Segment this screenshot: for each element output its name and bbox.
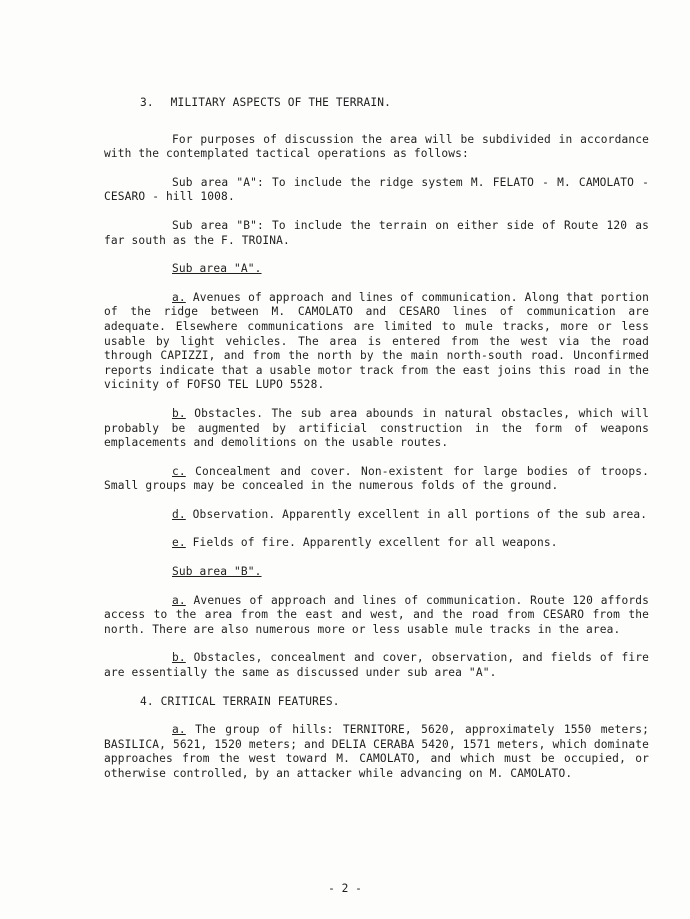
sub-area-a-item-a [104, 291, 649, 393]
section-3-title: MILITARY ASPECTS OF THE TERRAIN. [170, 96, 392, 109]
item-text: Avenues of approach and lines of communication. Along that portion of the ridge between M. CAMOLATO and CESARO lines of communication are adequate. Elsewhere communications are limited to mule tracks, more or less usable by light vehicles. The area is entered from the west via the road through CAPIZZI, and from the north by the main north-south road. Unconfirmed reports indicate that a usable motor track from the east joins this road in the vicinity of FOFSO TEL LUPO 5528. [104, 290, 649, 392]
item-label: a. [172, 290, 186, 304]
item-label: e. [172, 536, 186, 550]
item-text: Concealment and cover. Non-existent for large bodies of troops. Small groups may be concealed in the numerous folds of the ground. [104, 464, 649, 493]
item-label: d. [172, 507, 186, 521]
sub-area-a-heading: Sub area "A". [172, 262, 262, 276]
section-4-number: 4. [140, 694, 154, 708]
page-number: - 2 - [328, 882, 362, 895]
sub-area-a-item-b [104, 407, 649, 451]
item-text: Obstacles, concealment and cover, observation, and fields of fire are essentially the same as discussed under sub area "A". [104, 651, 649, 680]
item-text: Fields of fire. Apparently excellent for all weapons. [185, 536, 558, 550]
item-text: Avenues of approach and lines of communication. Route 120 affords access to the area from the east and west, and the road from CESARO from the north. There are also numerous more or less usable mule tracks in the area. [104, 593, 649, 636]
section-3-number: 3. [140, 96, 154, 109]
item-text: Obstacles. The sub area abounds in natural obstacles, which will probably be augmented by artificial construction in the form of weapons emplacements and demolitions on the usable routes. [104, 406, 649, 450]
sub-area-b-heading: Sub area "B". [172, 565, 262, 579]
item-text: The group of hills: TERNITORE, 5620, approximately 1550 meters; BASILICA, 5621, 1520 meters; and DELIA CERABA 5420, 1571 meters, which dominate approaches from the west toward M. CAMOLATO, and which must be occupied, or otherwise controlled, by an attacker while advancing on M. CAMOLATO. [104, 723, 649, 780]
sub-area-a-item-d [104, 508, 649, 523]
section-3-intro: For purposes of discussion the area will be subdivided in accordance with the contemplated tactical operations as follows: [104, 132, 649, 161]
sub-area-a-item-e [104, 536, 649, 551]
section-3-heading [140, 96, 649, 111]
section-4-item-a [104, 723, 649, 781]
item-label: b. [172, 651, 186, 665]
item-label: a. [172, 593, 186, 607]
item-label: b. [172, 406, 186, 420]
item-label: a. [172, 723, 186, 737]
item-label: c. [172, 464, 186, 478]
sub-area-a-item-c [104, 465, 649, 494]
document-body [104, 96, 649, 796]
item-text: Observation. Apparently excellent in all portions of the sub area. [185, 507, 648, 521]
sub-area-a-definition: Sub area "A": To include the ridge system M. FELATO - M. CAMOLATO - CESARO - hill 1008. [104, 175, 649, 204]
sub-area-b-definition: Sub area "B": To include the terrain on either side of Route 120 as far south as the F. TROINA. [104, 218, 649, 247]
sub-area-b-item-b [104, 651, 649, 680]
sub-area-b-item-a [104, 594, 649, 638]
section-4-heading [140, 695, 649, 710]
section-4-title: CRITICAL TERRAIN FEATURES. [160, 694, 340, 708]
